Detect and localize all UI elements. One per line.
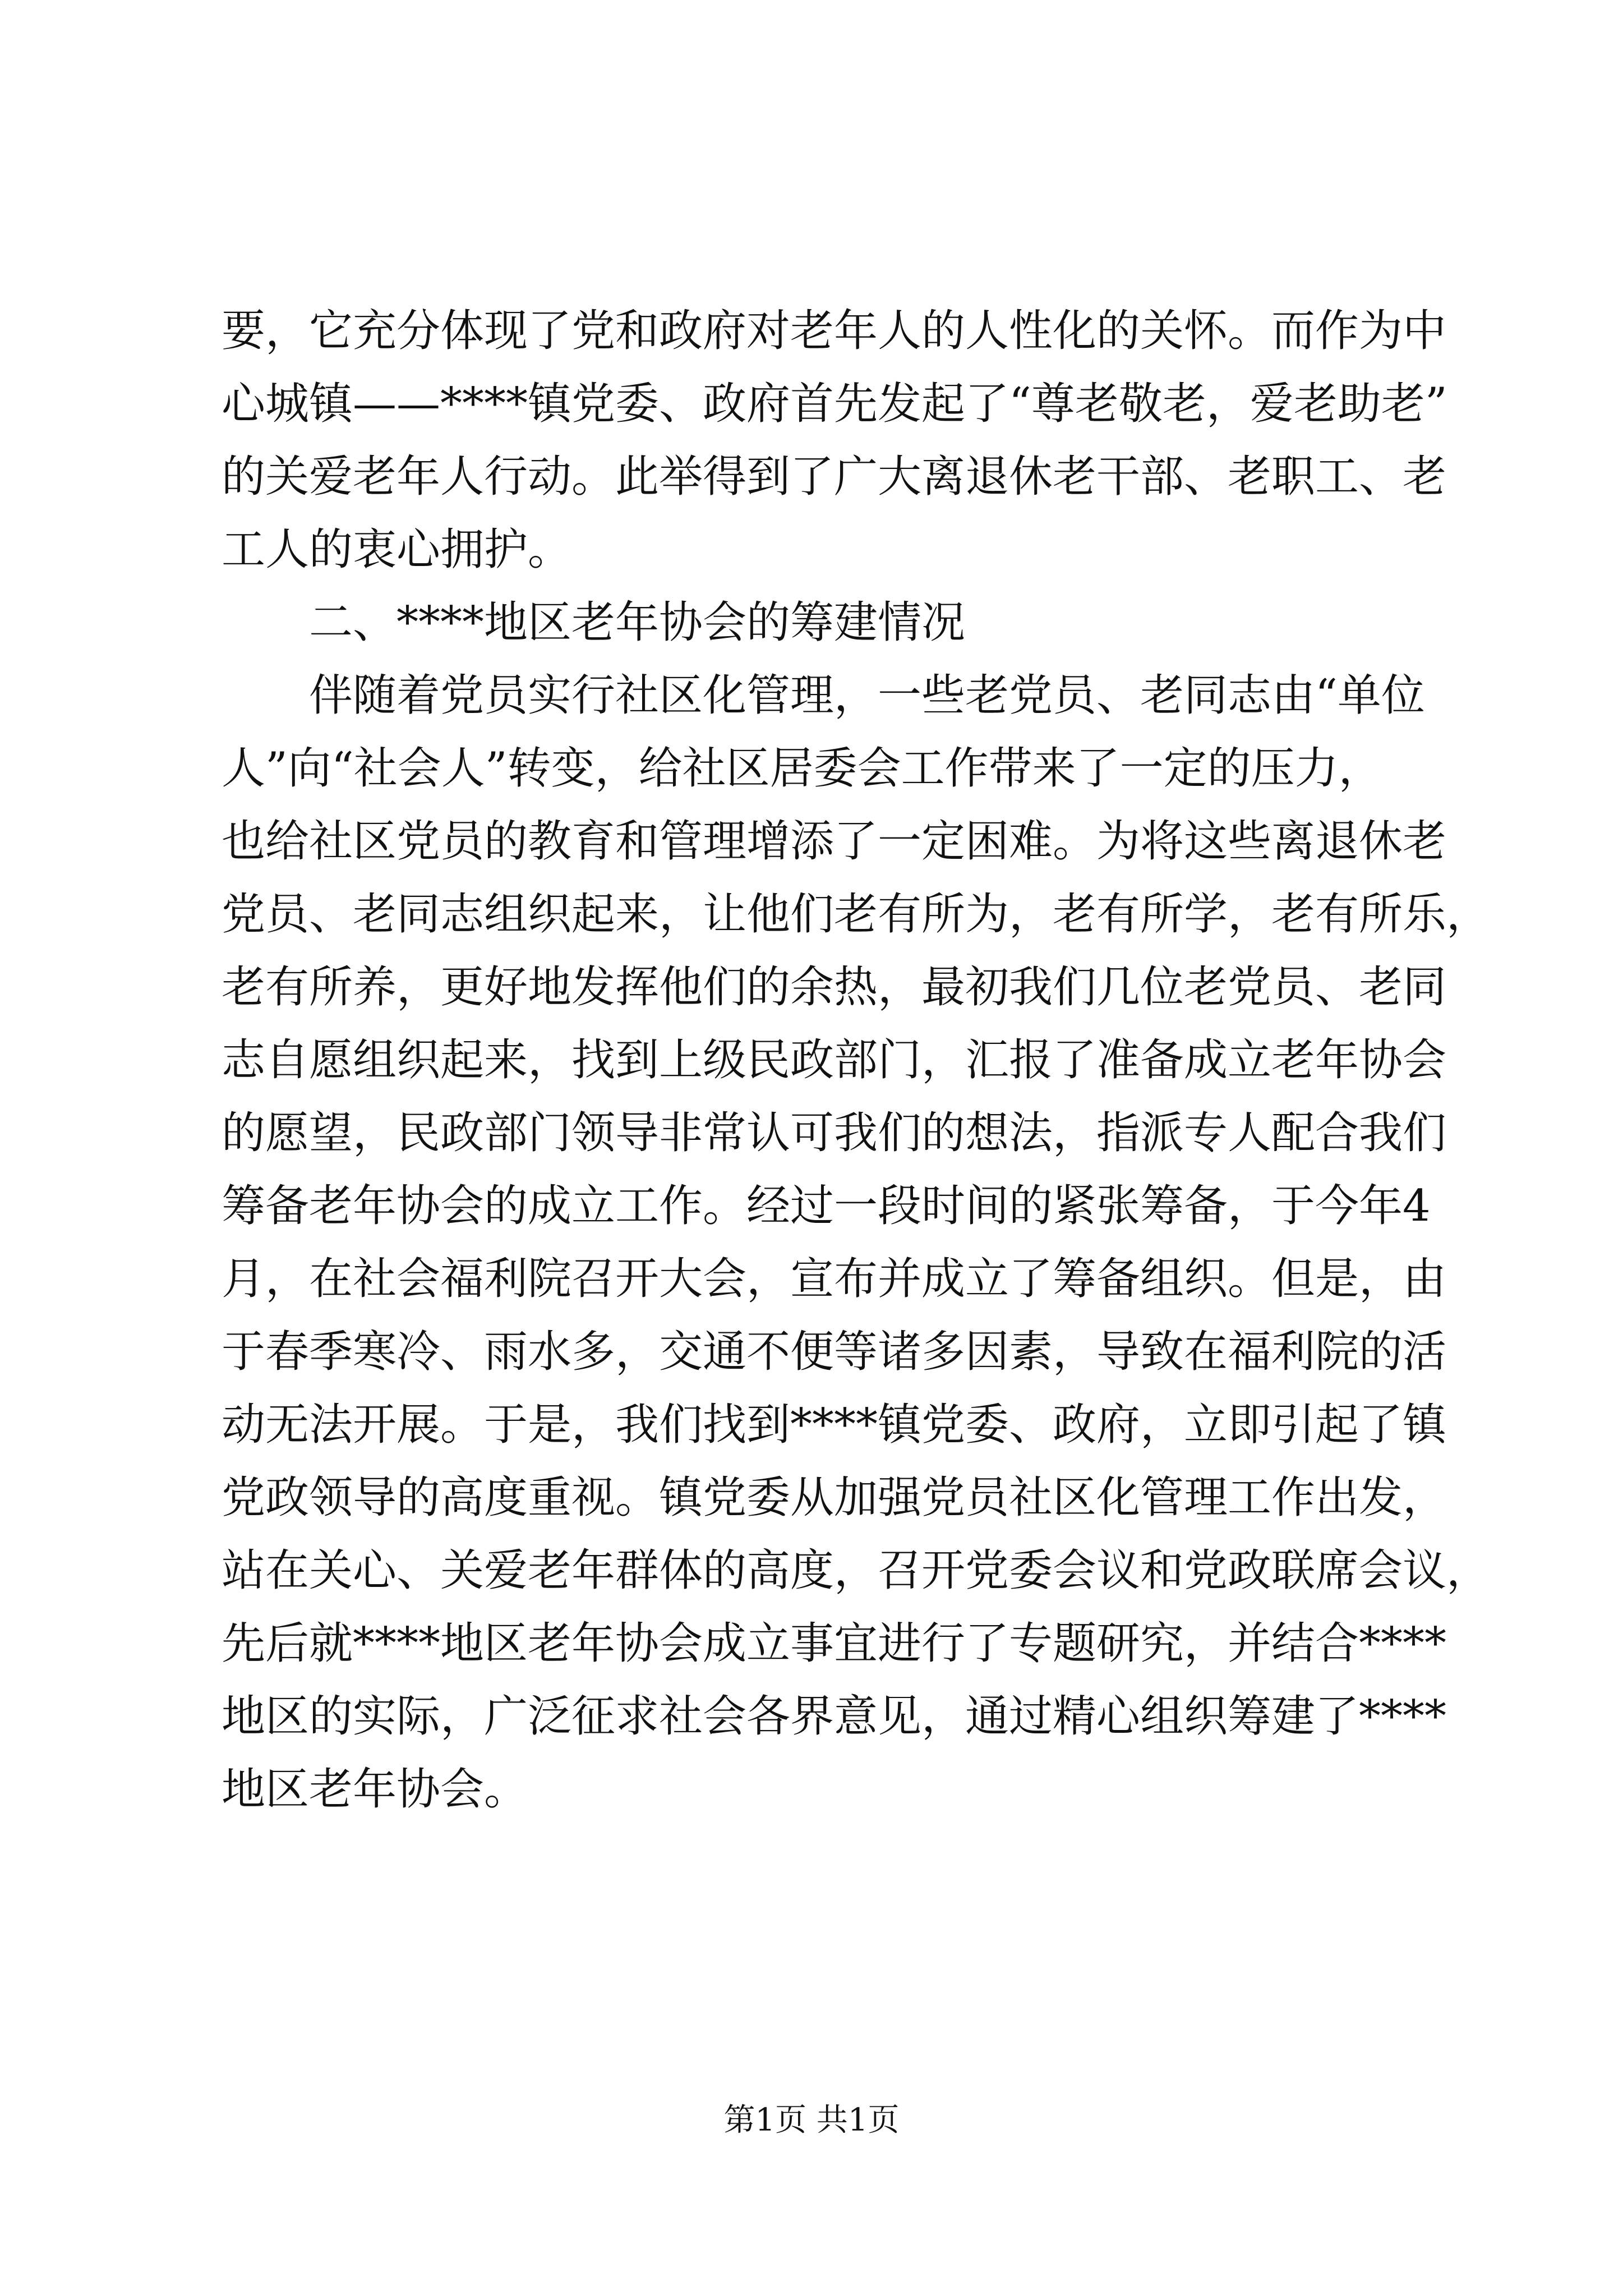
text-line: 先后就****地区老年协会成立事宜进行了专题研究，并结合**** [222,1618,1447,1669]
text-line: 要，它充分体现了党和政府对老年人的人性化的关怀。而作为中 [222,306,1447,356]
text-line: 筹备老年协会的成立工作。经过一段时间的紧张筹备，于今年4 [222,1181,1431,1231]
section-heading: 二、****地区老年协会的筹建情况 [309,597,966,648]
text-line: 人”向“社会人”转变，给社区居委会工作带来了一定的压力， [222,743,1382,794]
text-line: 的愿望，民政部门领导非常认可我们的想法，指派专人配合我们 [222,1108,1447,1158]
text-line: 工人的衷心拥护。 [222,524,572,575]
text-line: 于春季寒冷、雨水多，交通不便等诸多因素，导致在福利院的活 [222,1327,1447,1377]
document-body [222,295,1491,1826]
text-line: 站在关心、关爱老年群体的高度，召开党委会议和党政联席会议， [222,1545,1491,1596]
text-line: 地区老年协会。 [222,1764,528,1815]
text-line: 的关爱老年人行动。此举得到了广大离退休老干部、老职工、老 [222,452,1447,502]
text-line: 党政领导的高度重视。镇党委从加强党员社区化管理工作出发， [222,1473,1447,1523]
text-line: 党员、老同志组织起来，让他们老有所为，老有所学，老有所乐， [222,889,1491,940]
paragraph-first-line: 伴随着党员实行社区化管理，一些老党员、老同志由“单位 [309,670,1425,721]
text-line: 月，在社会福利院召开大会，宣布并成立了筹备组织。但是，由 [222,1254,1447,1304]
text-line: 心城镇——****镇党委、政府首先发起了“尊老敬老，爱老助老” [222,379,1447,429]
text-line: 动无法开展。于是，我们找到****镇党委、政府，立即引起了镇 [222,1400,1447,1450]
text-line: 地区的实际，广泛征求社会各界意见，通过精心组织筹建了**** [222,1691,1447,1742]
text-line: 老有所养，更好地发挥他们的余热，最初我们几位老党员、老同 [222,962,1447,1013]
page-footer: 第1页 共1页 [723,2102,900,2138]
text-line: 也给社区党员的教育和管理增添了一定困难。为将这些离退休老 [222,816,1447,867]
text-line: 志自愿组织起来，找到上级民政部门，汇报了准备成立老年协会 [222,1035,1447,1085]
